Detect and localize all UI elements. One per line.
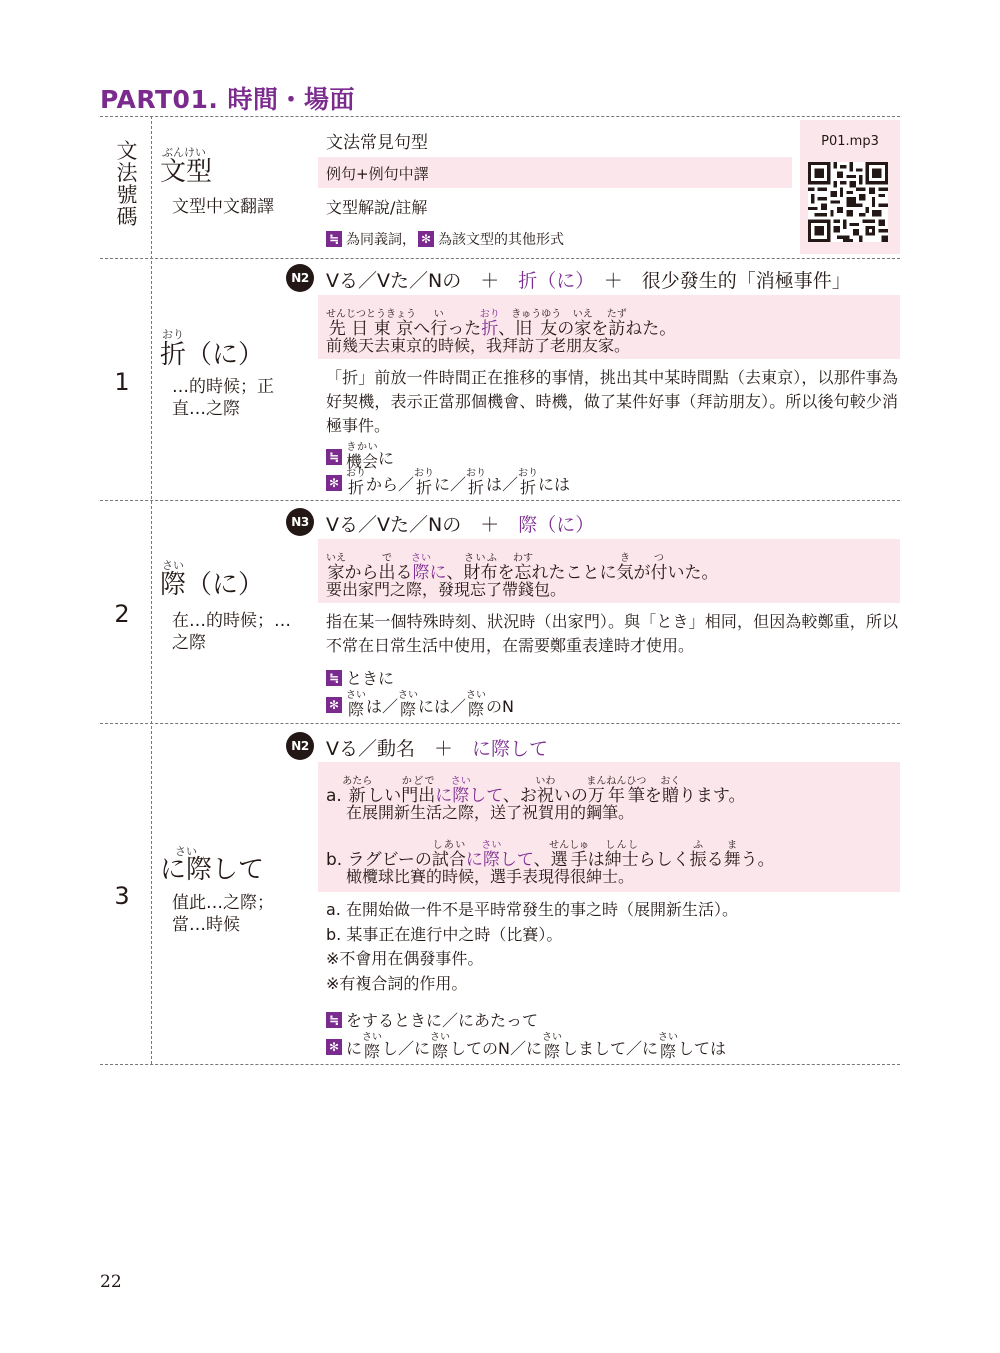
pattern-meaning: 在…的時候；… 之際 [172,611,291,653]
synonym-icon: ≒ [326,670,342,686]
example-box [318,762,900,892]
synonym-line: ≒ 機会きかい に [326,442,394,472]
translation-label: 文型中文翻譯 [172,197,274,217]
example-translation: 要出家門之際，發現忘了帶錢包。 [326,580,567,599]
example-label: 例句+例句中譯 [326,165,429,183]
divider [100,116,900,117]
example-box [318,295,900,359]
page-title: PART01. 時間・場面 [100,85,356,114]
example-box [318,539,900,603]
synonym-icon: ≒ [326,1012,342,1028]
explanation-text: 指在某一個特殊時刻、狀況時（出家門）。與「とき」相同，但因為較鄭重，所以不常在日常生活中使用，在需要鄭重表達時才使用。 [326,612,898,655]
pattern-furigana: おり [162,328,184,341]
other-forms-line: ✻ に 際さい し／に 際さい してのN／に 際さい しまして／に 際さい しては [326,1032,726,1062]
common-pattern-label: 文法常見句型 [326,133,428,153]
synonym-icon: ≒ [326,231,342,247]
pattern-name: 折（に） [160,340,265,370]
pattern-name: に際して [160,855,265,885]
synonym-line: ≒ をするときに／にあたって [326,1008,538,1031]
pattern-furigana: ぶんけい [162,146,206,159]
pattern-furigana: さい [175,845,197,858]
level-badge: N2 [286,264,314,292]
explanation-text: 「折」前放一件時間正在推移的事情，挑出其中某時間點（去東京），以那件事為好契機，表示正當那個機會、時機，做了某件好事（拜訪朋友）。所以後句較少消極事件。 [326,368,898,435]
pattern-formula: Vる／Vた／Nの ＋ 際（に） [326,514,595,536]
page-number: 22 [100,1272,122,1292]
other-form-icon: ✻ [326,475,342,491]
example-japanese: 先日東京せんじつとうきょうへ行いった折おり、旧友きゅうゆうの家いえを訪たずねた。 [326,309,677,339]
legend-line: ≒ 為同義詞， ✻ 為該文型的其他形式 [326,229,564,249]
pattern-name: 際（に） [160,570,265,600]
example-translation: 在展開新生活之際，送了祝賀用的鋼筆。 [346,803,635,822]
audio-box [800,120,900,254]
divider [100,258,900,259]
example-legend-box [318,157,792,188]
synonym-icon: ≒ [326,449,342,465]
other-forms-line: ✻ 折おり から／ 折おり に／ 折おり は／ 折おり には [326,468,570,498]
grammar-number-label: 文 法 號 碼 [116,139,138,229]
entry-number: 2 [114,600,130,628]
column-divider [151,116,152,1064]
other-forms-line: ✻ 際さい は／ 際さい には／ 際さい のN [326,690,514,720]
divider [100,500,900,501]
example-japanese: a. 新あたらしい門出かどでに際さいして、お祝いわいの万年筆まんねんひつを贈おくります。 [326,776,746,806]
pattern-label: 文型 [160,157,213,187]
divider [100,723,900,724]
other-form-icon: ✻ [418,231,434,247]
other-form-icon: ✻ [326,697,342,713]
example-japanese: b. ラグビーの試合しあいに際さいして、選手せんしゅは紳士しんしらしく振ふる舞まう。 [326,840,775,870]
example-translation: 橄欖球比賽的時候，選手表現得很紳士。 [346,867,635,886]
pattern-formula: Vる／動名 ＋ に際して [326,738,549,760]
other-form-icon: ✻ [326,1039,342,1055]
pattern-formula: Vる／Vた／Nの ＋ 折（に） ＋ 很少發生的「消極事件」 [326,270,851,292]
level-badge: N3 [286,508,314,536]
entry-number: 3 [114,882,130,910]
example-japanese: 家いえから出でる際さいに、財布さいふを忘わすれたことに気きが付ついた。 [326,553,719,583]
qr-code-icon[interactable] [808,162,888,242]
divider [100,1064,900,1065]
example-translation: 前幾天去東京的時候，我拜訪了老朋友家。 [326,336,631,355]
pattern-meaning: 值此…之際； 當…時候 [172,893,274,935]
audio-file-label: P01.mp3 [821,134,879,149]
pattern-meaning: …的時候；正 直…之際 [172,377,274,419]
explain-label: 文型解說/註解 [326,198,428,217]
pattern-furigana: さい [162,559,184,572]
explanation-list: a. 在開始做一件不是平時常發生的事之時（展開新生活）。 b. 某事正在進行中之時（比賽）。 ※不會用在偶發事件。 ※有複合詞的作用。 [326,900,738,993]
entry-number: 1 [114,368,130,396]
synonym-line: ≒ ときに [326,666,394,689]
level-badge: N2 [286,732,314,760]
